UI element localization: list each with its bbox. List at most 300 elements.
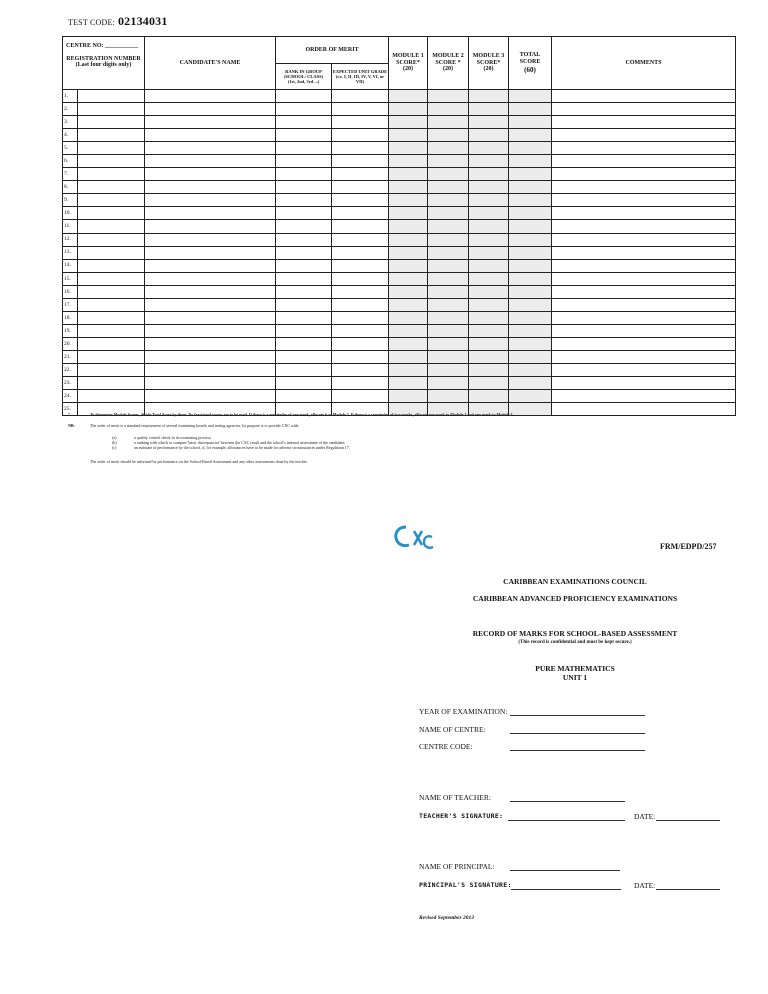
table-row <box>63 390 736 403</box>
module2-cell[interactable] <box>428 220 469 233</box>
module1-cell[interactable] <box>389 90 428 103</box>
expected-grade-cell[interactable] <box>332 181 389 194</box>
asterisk-text: To determine Module Scores, divide Total Score by three. No fractional scores are to be used. If there is a remainder of one mark, allocate it to Module 3. If there is a remainder of two marks, allocate one mark to Module 2 and one mark to Module 3. <box>90 412 514 417</box>
candidate-name-cell[interactable] <box>145 350 276 363</box>
module2-max: (20) <box>443 66 454 73</box>
module3-cell[interactable] <box>469 390 509 403</box>
total-score-cell[interactable] <box>509 324 552 337</box>
test-code-value: 02134031 <box>117 14 168 28</box>
rank-cell[interactable] <box>276 207 332 220</box>
centre-no-label: CENTRE NO: ___________ <box>66 42 139 49</box>
registration-number-cell[interactable] <box>78 155 145 168</box>
module1-cell[interactable] <box>389 246 428 259</box>
rank-cell[interactable] <box>276 377 332 390</box>
comments-cell[interactable] <box>552 155 736 168</box>
candidate-name-cell[interactable] <box>145 233 276 246</box>
module1-cell[interactable] <box>389 363 428 376</box>
total-score-cell[interactable] <box>509 337 552 350</box>
total-score-cell[interactable] <box>509 181 552 194</box>
module3-cell[interactable] <box>469 272 509 285</box>
asterisk-note <box>68 412 748 417</box>
row-number: 3. <box>63 116 78 129</box>
total-score-cell[interactable] <box>509 377 552 390</box>
module3-cell[interactable] <box>469 194 509 207</box>
module1-cell[interactable] <box>389 233 428 246</box>
total-score-cell[interactable] <box>509 116 552 129</box>
total-score-cell[interactable] <box>509 246 552 259</box>
total-score-cell[interactable] <box>509 155 552 168</box>
centre-code-field[interactable] <box>510 750 645 751</box>
module3-max: (20) <box>483 66 494 73</box>
order-of-merit-header: ORDER OF MERIT <box>276 37 389 64</box>
council-title: CARIBBEAN EXAMINATIONS COUNCIL <box>503 577 647 586</box>
total-score-cell[interactable] <box>509 363 552 376</box>
module3-cell[interactable] <box>469 129 509 142</box>
row-number: 19. <box>63 324 78 337</box>
total-score-cell[interactable] <box>509 207 552 220</box>
module1-cell[interactable] <box>389 220 428 233</box>
expected-grade-cell[interactable] <box>332 194 389 207</box>
table-row <box>63 233 736 246</box>
candidate-name-cell[interactable] <box>145 103 276 116</box>
expected-grade-cell[interactable] <box>332 311 389 324</box>
table-row <box>63 181 736 194</box>
module3-cell[interactable] <box>469 311 509 324</box>
module1-cell[interactable] <box>389 181 428 194</box>
registration-number-cell[interactable] <box>78 350 145 363</box>
total-score-cell[interactable] <box>509 259 552 272</box>
registration-number-cell[interactable] <box>78 337 145 350</box>
module2-cell[interactable] <box>428 155 469 168</box>
table-row <box>63 350 736 363</box>
registration-number-cell[interactable] <box>78 194 145 207</box>
total-score-cell[interactable] <box>509 142 552 155</box>
module3-cell[interactable] <box>469 168 509 181</box>
module2-cell[interactable] <box>428 337 469 350</box>
comments-cell[interactable] <box>552 377 736 390</box>
rank-cell[interactable] <box>276 155 332 168</box>
module3-cell[interactable] <box>469 207 509 220</box>
registration-number-cell[interactable] <box>78 285 145 298</box>
comments-cell[interactable] <box>552 311 736 324</box>
module2-cell[interactable] <box>428 324 469 337</box>
expected-grade-cell[interactable] <box>332 259 389 272</box>
comments-cell[interactable] <box>552 90 736 103</box>
module1-cell[interactable] <box>389 285 428 298</box>
candidate-name-cell[interactable] <box>145 194 276 207</box>
test-code <box>68 14 168 29</box>
total-score-cell[interactable] <box>509 285 552 298</box>
rank-cell[interactable] <box>276 298 332 311</box>
candidate-name-cell[interactable] <box>145 298 276 311</box>
table-row <box>63 155 736 168</box>
candidate-name-cell[interactable] <box>145 311 276 324</box>
module3-cell[interactable] <box>469 324 509 337</box>
rank-cell[interactable] <box>276 194 332 207</box>
rank-cell[interactable] <box>276 272 332 285</box>
candidate-name-cell[interactable] <box>145 116 276 129</box>
candidate-name-cell[interactable] <box>145 363 276 376</box>
candidate-name-cell[interactable] <box>145 285 276 298</box>
module3-cell[interactable] <box>469 220 509 233</box>
comments-cell[interactable] <box>552 298 736 311</box>
asterisk-mark: * <box>68 412 70 417</box>
date2-field[interactable] <box>656 889 720 890</box>
candidate-name-cell[interactable] <box>145 246 276 259</box>
comments-cell[interactable] <box>552 390 736 403</box>
module3-cell[interactable] <box>469 298 509 311</box>
expected-grade-cell[interactable] <box>332 233 389 246</box>
row-number: 9. <box>63 194 78 207</box>
centre-name-field[interactable] <box>510 733 645 734</box>
comments-cell[interactable] <box>552 259 736 272</box>
rank-cell[interactable] <box>276 285 332 298</box>
rank-cell[interactable] <box>276 129 332 142</box>
rank-cell[interactable] <box>276 181 332 194</box>
module3-cell[interactable] <box>469 363 509 376</box>
total-score-cell[interactable] <box>509 90 552 103</box>
candidate-name-cell[interactable] <box>145 272 276 285</box>
registration-number-cell[interactable] <box>78 142 145 155</box>
expected-grade-cell[interactable] <box>332 350 389 363</box>
registration-number-cell[interactable] <box>78 207 145 220</box>
nb-items <box>112 435 672 450</box>
total-score-cell[interactable] <box>509 194 552 207</box>
row-number: 4. <box>63 129 78 142</box>
comments-cell[interactable] <box>552 337 736 350</box>
candidate-name-cell[interactable] <box>145 142 276 155</box>
registration-number-cell[interactable] <box>78 324 145 337</box>
module3-cell[interactable] <box>469 337 509 350</box>
module2-cell[interactable] <box>428 311 469 324</box>
row-number: 24. <box>63 390 78 403</box>
module1-cell[interactable] <box>389 350 428 363</box>
module3-cell[interactable] <box>469 233 509 246</box>
total-score-cell[interactable] <box>509 168 552 181</box>
expected-grade-cell[interactable] <box>332 246 389 259</box>
cxc-logo-icon <box>392 523 438 553</box>
row-number: 13. <box>63 246 78 259</box>
total-score-cell[interactable] <box>509 350 552 363</box>
module3-label: MODULE 3 SCORE* <box>472 52 505 66</box>
module2-cell[interactable] <box>428 363 469 376</box>
year-field[interactable] <box>510 715 645 716</box>
nb-label: NB: <box>68 423 75 428</box>
registration-number-cell[interactable] <box>78 116 145 129</box>
row-number: 7. <box>63 168 78 181</box>
cxc-logo <box>392 523 438 553</box>
module3-cell[interactable] <box>469 103 509 116</box>
registration-number-cell[interactable] <box>78 220 145 233</box>
row-number: 14. <box>63 259 78 272</box>
rank-cell[interactable] <box>276 337 332 350</box>
candidate-name-cell[interactable] <box>145 390 276 403</box>
registration-number-cell[interactable] <box>78 298 145 311</box>
revised-note: Revised September 2013 <box>419 915 474 921</box>
expected-grade-cell[interactable] <box>332 142 389 155</box>
total-score-cell[interactable] <box>509 103 552 116</box>
registration-number-cell[interactable] <box>78 246 145 259</box>
rank-cell[interactable] <box>276 103 332 116</box>
comments-cell[interactable] <box>552 272 736 285</box>
teacher-name-field[interactable] <box>510 801 625 802</box>
total-score-max: (60) <box>524 65 536 74</box>
module2-cell[interactable] <box>428 194 469 207</box>
expected-grade-cell[interactable] <box>332 103 389 116</box>
registration-number-cell[interactable] <box>78 272 145 285</box>
module2-cell[interactable] <box>428 103 469 116</box>
table-row <box>63 298 736 311</box>
row-number: 15. <box>63 272 78 285</box>
date1-field[interactable] <box>656 820 720 821</box>
table-row <box>63 337 736 350</box>
module2-cell[interactable] <box>428 207 469 220</box>
table-row <box>63 103 736 116</box>
module1-cell[interactable] <box>389 129 428 142</box>
registration-number-cell[interactable] <box>78 90 145 103</box>
row-number: 22. <box>63 363 78 376</box>
rank-cell[interactable] <box>276 116 332 129</box>
total-score-cell[interactable] <box>509 272 552 285</box>
comments-cell[interactable] <box>552 285 736 298</box>
total-score-cell[interactable] <box>509 390 552 403</box>
module2-cell[interactable] <box>428 90 469 103</box>
total-score-cell[interactable] <box>509 220 552 233</box>
rank-cell[interactable] <box>276 350 332 363</box>
year-label: YEAR OF EXAMINATION: <box>419 707 508 716</box>
expected-grade-cell[interactable] <box>332 168 389 181</box>
table-row <box>63 116 736 129</box>
comments-cell[interactable] <box>552 129 736 142</box>
comments-cell[interactable] <box>552 181 736 194</box>
total-score-cell[interactable] <box>509 311 552 324</box>
module2-cell[interactable] <box>428 390 469 403</box>
module1-cell[interactable] <box>389 390 428 403</box>
candidate-name-cell[interactable] <box>145 337 276 350</box>
date1-label: DATE: <box>634 812 656 821</box>
module3-cell[interactable] <box>469 181 509 194</box>
module3-cell[interactable] <box>469 350 509 363</box>
module1-cell[interactable] <box>389 207 428 220</box>
module1-cell[interactable] <box>389 194 428 207</box>
module1-cell[interactable] <box>389 103 428 116</box>
expected-grade-cell[interactable] <box>332 390 389 403</box>
module3-cell[interactable] <box>469 90 509 103</box>
table-row <box>63 168 736 181</box>
registration-number-cell[interactable] <box>78 377 145 390</box>
rank-cell[interactable] <box>276 90 332 103</box>
row-number: 23. <box>63 377 78 390</box>
comments-cell[interactable] <box>552 363 736 376</box>
row-number: 25. <box>63 403 78 416</box>
centre-name-label: NAME OF CENTRE: <box>419 725 486 734</box>
module3-header <box>469 37 509 90</box>
centre-code-label: CENTRE CODE: <box>419 742 473 751</box>
expected-grade-header <box>332 64 389 90</box>
exam-title: CARIBBEAN ADVANCED PROFICIENCY EXAMINATIONS <box>472 594 678 603</box>
table-body <box>63 90 736 416</box>
row-number: 8. <box>63 181 78 194</box>
module1-cell[interactable] <box>389 324 428 337</box>
module3-cell[interactable] <box>469 246 509 259</box>
registration-number-cell[interactable] <box>78 103 145 116</box>
module1-cell[interactable] <box>389 116 428 129</box>
rank-cell[interactable] <box>276 220 332 233</box>
module2-cell[interactable] <box>428 246 469 259</box>
comments-cell[interactable] <box>552 220 736 233</box>
table-row <box>63 129 736 142</box>
nb-item-letter: (a) <box>112 435 117 440</box>
form-code: FRM/EDPD/257 <box>660 542 717 551</box>
marks-table <box>62 36 736 416</box>
expected-grade-cell[interactable] <box>332 377 389 390</box>
teacher-signature-field[interactable] <box>508 820 625 821</box>
comments-cell[interactable] <box>552 350 736 363</box>
module2-cell[interactable] <box>428 116 469 129</box>
comments-cell[interactable] <box>552 142 736 155</box>
row-number: 20. <box>63 337 78 350</box>
module2-cell[interactable] <box>428 285 469 298</box>
rank-cell[interactable] <box>276 363 332 376</box>
expected-grade-cell[interactable] <box>332 129 389 142</box>
unit-title: UNIT 1 <box>562 673 588 682</box>
expected-grade-cell[interactable] <box>332 324 389 337</box>
module3-cell[interactable] <box>469 285 509 298</box>
comments-cell[interactable] <box>552 207 736 220</box>
module2-cell[interactable] <box>428 181 469 194</box>
expected-grade-cell[interactable] <box>332 298 389 311</box>
registration-number-cell[interactable] <box>78 259 145 272</box>
rank-cell[interactable] <box>276 142 332 155</box>
teacher-name-label: NAME OF TEACHER: <box>419 793 491 802</box>
rank-cell[interactable] <box>276 246 332 259</box>
nb-item-text: an estimate of performance by the school, if, for example, allowances have to be made for adverse circumstances under Regulation 17. <box>134 445 350 450</box>
comments-cell[interactable] <box>552 246 736 259</box>
rank-in-group-label: RANK IN GROUP (SCHOOL/ CLASS) <box>283 68 324 79</box>
module2-cell[interactable] <box>428 298 469 311</box>
principal-name-field[interactable] <box>510 870 620 871</box>
row-number: 17. <box>63 298 78 311</box>
candidate-name-cell[interactable] <box>145 129 276 142</box>
rank-cell[interactable] <box>276 311 332 324</box>
rank-cell[interactable] <box>276 233 332 246</box>
registration-number-cell[interactable] <box>78 168 145 181</box>
module3-cell[interactable] <box>469 116 509 129</box>
row-number: 11. <box>63 220 78 233</box>
module2-cell[interactable] <box>428 272 469 285</box>
row-number: 6. <box>63 155 78 168</box>
module3-cell[interactable] <box>469 259 509 272</box>
expected-grade-cell[interactable] <box>332 90 389 103</box>
rank-examples: (1st, 2nd, 3rd ...) <box>287 79 320 85</box>
expected-grade-cell[interactable] <box>332 363 389 376</box>
table-row <box>63 142 736 155</box>
comments-cell[interactable] <box>552 103 736 116</box>
registration-number-label: REGISTRATION NUMBER <box>66 55 141 62</box>
expected-grade-cell[interactable] <box>332 337 389 350</box>
table-row <box>63 220 736 233</box>
candidate-name-cell[interactable] <box>145 220 276 233</box>
table-row <box>63 324 736 337</box>
total-score-cell[interactable] <box>509 298 552 311</box>
teacher-signature-label: TEACHER'S SIGNATURE: <box>419 812 504 820</box>
module2-cell[interactable] <box>428 168 469 181</box>
total-score-cell[interactable] <box>509 129 552 142</box>
expected-grade-cell[interactable] <box>332 272 389 285</box>
module3-cell[interactable] <box>469 377 509 390</box>
module1-cell[interactable] <box>389 272 428 285</box>
module1-cell[interactable] <box>389 298 428 311</box>
module2-label: MODULE 2 SCORE * <box>432 52 464 66</box>
module2-cell[interactable] <box>428 129 469 142</box>
row-number: 18. <box>63 311 78 324</box>
comments-cell[interactable] <box>552 194 736 207</box>
module3-cell[interactable] <box>469 142 509 155</box>
registration-number-cell[interactable] <box>78 390 145 403</box>
registration-number-cell[interactable] <box>78 363 145 376</box>
module2-cell[interactable] <box>428 377 469 390</box>
module1-cell[interactable] <box>389 311 428 324</box>
module1-cell[interactable] <box>389 168 428 181</box>
candidate-name-cell[interactable] <box>145 207 276 220</box>
total-score-cell[interactable] <box>509 233 552 246</box>
principal-name-label: NAME OF PRINCIPAL: <box>419 862 495 871</box>
expected-grade-cell[interactable] <box>332 285 389 298</box>
comments-cell[interactable] <box>552 168 736 181</box>
table-row <box>63 311 736 324</box>
principal-signature-field[interactable] <box>511 889 621 890</box>
module1-cell[interactable] <box>389 142 428 155</box>
module3-cell[interactable] <box>469 155 509 168</box>
candidate-name-cell[interactable] <box>145 259 276 272</box>
expected-grade-cell[interactable] <box>332 207 389 220</box>
module2-cell[interactable] <box>428 142 469 155</box>
expected-grade-cell[interactable] <box>332 220 389 233</box>
comments-cell[interactable] <box>552 324 736 337</box>
module1-cell[interactable] <box>389 377 428 390</box>
rank-cell[interactable] <box>276 324 332 337</box>
rank-cell[interactable] <box>276 168 332 181</box>
candidate-name-cell[interactable] <box>145 168 276 181</box>
module1-cell[interactable] <box>389 155 428 168</box>
table-row <box>63 246 736 259</box>
expected-grade-cell[interactable] <box>332 116 389 129</box>
module2-cell[interactable] <box>428 350 469 363</box>
candidate-name-cell[interactable] <box>145 377 276 390</box>
module2-cell[interactable] <box>428 259 469 272</box>
comments-cell[interactable] <box>552 233 736 246</box>
rank-cell[interactable] <box>276 390 332 403</box>
candidate-name-header: CANDIDATE'S NAME <box>145 37 276 90</box>
candidate-name-cell[interactable] <box>145 155 276 168</box>
record-title: RECORD OF MARKS FOR SCHOOL-BASED ASSESSMENT <box>472 629 678 638</box>
registration-number-cell[interactable] <box>78 129 145 142</box>
rank-cell[interactable] <box>276 259 332 272</box>
registration-number-cell[interactable] <box>78 181 145 194</box>
module1-max: (20) <box>403 66 414 73</box>
expected-grade-cell[interactable] <box>332 155 389 168</box>
module1-cell[interactable] <box>389 337 428 350</box>
module1-cell[interactable] <box>389 259 428 272</box>
registration-number-cell[interactable] <box>78 233 145 246</box>
registration-number-cell[interactable] <box>78 311 145 324</box>
candidate-name-cell[interactable] <box>145 181 276 194</box>
row-number: 16. <box>63 285 78 298</box>
candidate-name-cell[interactable] <box>145 90 276 103</box>
comments-cell[interactable] <box>552 116 736 129</box>
candidate-name-cell[interactable] <box>145 324 276 337</box>
module2-cell[interactable] <box>428 233 469 246</box>
